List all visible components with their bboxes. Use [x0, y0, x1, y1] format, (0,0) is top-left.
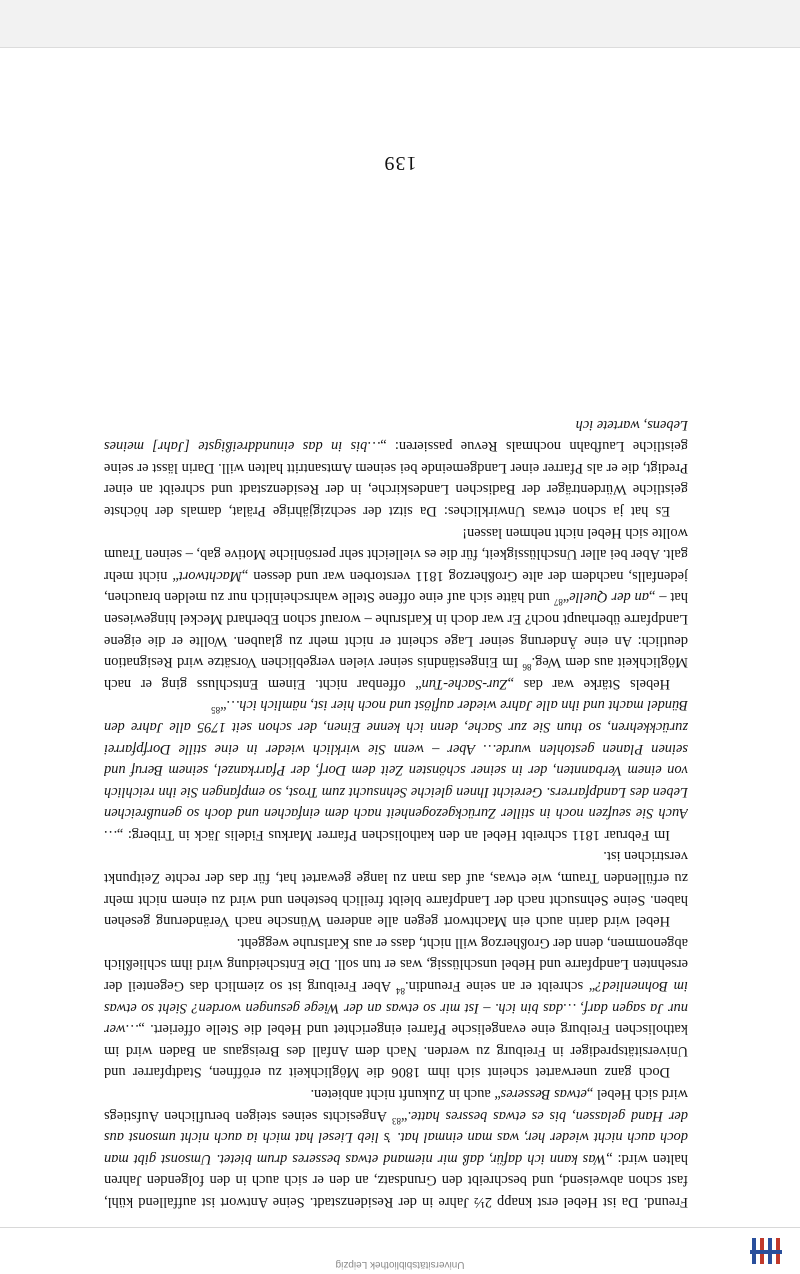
- quoted-text: Was kann ich dafür, daß mir niemand etwas besseres drum bietet. Umsonst gibt man doch auch nicht wieder her, was man einmal hat. ’s lieb Liesel hat mich ia auch nicht umsonst aus der Hand gelassen, bis es etwas bessres hatte.: [104, 1107, 688, 1167]
- footnote-ref: 86: [522, 661, 532, 672]
- quoted-text: an der Quelle: [569, 589, 649, 606]
- footnote-ref: 85: [211, 705, 221, 716]
- body-text: [104, 197, 688, 1212]
- viewer-label: Universitätsbibliothek Leipzig: [335, 1259, 465, 1270]
- footer-band: [0, 0, 800, 48]
- paragraph-text: Hebels Stärke war das „: [507, 675, 670, 692]
- quoted-text: Machtwort: [178, 567, 242, 584]
- paragraph-text: Im Eingeständnis seiner vielen vergeblichen Vorsätze wird Resignation deutlich: An eine Änderung seiner Lage scheint er nicht mehr zu glauben. Wollte er die eigene Landpfarre überhaupt noch? Er war doch in Karlsruhe – worauf schon Eberhard Meckel hingewiesen hat – „: [104, 589, 688, 671]
- body-paragraph: [104, 931, 688, 1082]
- body-paragraph: [104, 845, 688, 931]
- paragraph-text: Hebel wird darin auch ein Machtwort gegen alle anderen Wünsche nach Veränderung gesehen haben. Seine Sehnsucht nach der Landpfarre bleibt freilich bestehen und wird zu einem nicht mehr zu erfüllenden Traum, wie etwas, auf das man zu lange gewartet hat, für das der rechte Zeitpunkt verstrichen ist.: [104, 848, 688, 930]
- quoted-text: etwas Besseres: [500, 1086, 587, 1103]
- paragraph-text: “ auch in Zukunft nicht anbieten.: [310, 1086, 501, 1103]
- paragraph-text: Aber Freiburg ist so ziemlich das Gegenteil der ersehnten Landpfarre und Hebel unschlüssig, was er tun soll. Die Entscheidung wird ihm schließlich abgenommen, denn der Großherzog will nicht, dass er aus Karlsruhe weggeht.: [104, 934, 688, 995]
- paragraph-text: Angesichts seines steigen beruflichen Aufstiegs wird sich Hebel „: [104, 1086, 688, 1124]
- quoted-text: …wer nur Ja sagen darf, …das bin ich. – Ist mir so etwas an der Wiege gesungen worden? Sieht so etwas im Bohnenlied?: [104, 978, 688, 1038]
- footnote-ref: 87: [553, 597, 563, 608]
- paragraph-text: “ nicht mehr galt. Aber bei aller Unschlüssigkeit, für die es vielleicht sehr persönliche Motive gab, – seinen Traum wollte sich Hebel nicht nehmen lassen!: [104, 524, 688, 584]
- viewer-top-band: [0, 1227, 800, 1274]
- body-paragraph: [104, 694, 688, 845]
- body-paragraph: [104, 413, 688, 521]
- paragraph-text: und hätte sich auf eine offene Stelle wahrscheinlich nur zu melden brauchen, jedenfalls, nachdem der alte Großherzog 1811 verstorben war und dessen „: [104, 567, 688, 606]
- paragraph-text: “: [400, 1107, 408, 1124]
- paragraph-text: Doch ganz unerwartet scheint sich ihm 1806 die Möglichkeit zu eröffnen, Stadtpfarrer und Universitätsprediger in Freiburg zu werden. Nach dem Anfall des Breisgaus an Baden wird im katholischen Freiburg eine evangelische Pfarrei eingerichtet und Hebel die Stelle offeriert. „: [104, 1021, 688, 1081]
- footnote-ref: 83: [391, 1115, 401, 1126]
- quoted-text: …bis in das einunddreißigste [Jahr] meines Lebens, wartete ich: [104, 416, 688, 455]
- paragraph-text: “: [220, 697, 227, 714]
- paragraph-text: “: [562, 589, 570, 606]
- paragraph-text: “ offenbar nicht. Einem Entschluss ging er nach Möglichkeit aus dem Weg.: [104, 654, 688, 692]
- footnote-ref: 84: [396, 985, 406, 996]
- ub-leipzig-logo-icon: [746, 1234, 786, 1268]
- paragraph-text: Freund. Da ist Hebel erst knapp 2½ Jahre in der Residenzstadt. Seine Antwort ist auffallend kühl, fast schon abweisend, und beschreibt den Grundsatz, an den er sich auch in den folgenden Jahren halten wird: „: [104, 1150, 688, 1210]
- paragraph-text: “ schreibt er an seine Freundin.: [405, 978, 596, 995]
- quoted-text: Zur-Sache-Tun: [421, 675, 508, 692]
- page-number: 139: [383, 152, 417, 174]
- body-paragraph: [104, 1082, 688, 1212]
- body-paragraph: [104, 521, 688, 694]
- paragraph-text: Im Februar 1811 schreibt Hebel an den katholischen Pfarrer Markus Fidelis Jäck in Triberg: „: [116, 826, 670, 843]
- paragraph-text: Es hat ja schon etwas Unwirkliches: Da sitzt der sechzigjährige Prälat, damals der höchste geistliche Würdenträger der Badischen Landeskirche, in der Residenzstadt und schreibt an einer Predigt, die er als Pfarrer einer Landgemeinde bei seinem Amtsantritt halten will. Darin lässt er seine geistliche Laufbahn nochmals Revue passieren: „: [104, 438, 688, 519]
- quoted-text: …Auch Sie seufzen noch in stiller Zurückgezogenheit nach dem einfachen und doch so genußreichen Leben des Landpfarrers. Gereicht Ihnen gleiche Sehnsucht zum Trost, so empfangen Sie ihn reichlich von einem Verbannten, der in seiner schönsten Zeit dem Dorf, der Pfarrkanzel, seinem Beruf und seinen Planen gestohlen wurde… Aber – wenn Sie wirklich wieder in eine stille Dorfpfarrei zurückkehren, so thun Sie zur Sache, denn ich kenne Einen, der schon seit 1795 alle Jahre den Bündel macht und ihn alle Jahre wieder auflöst und noch hier ist, nämlich ich…: [104, 697, 688, 843]
